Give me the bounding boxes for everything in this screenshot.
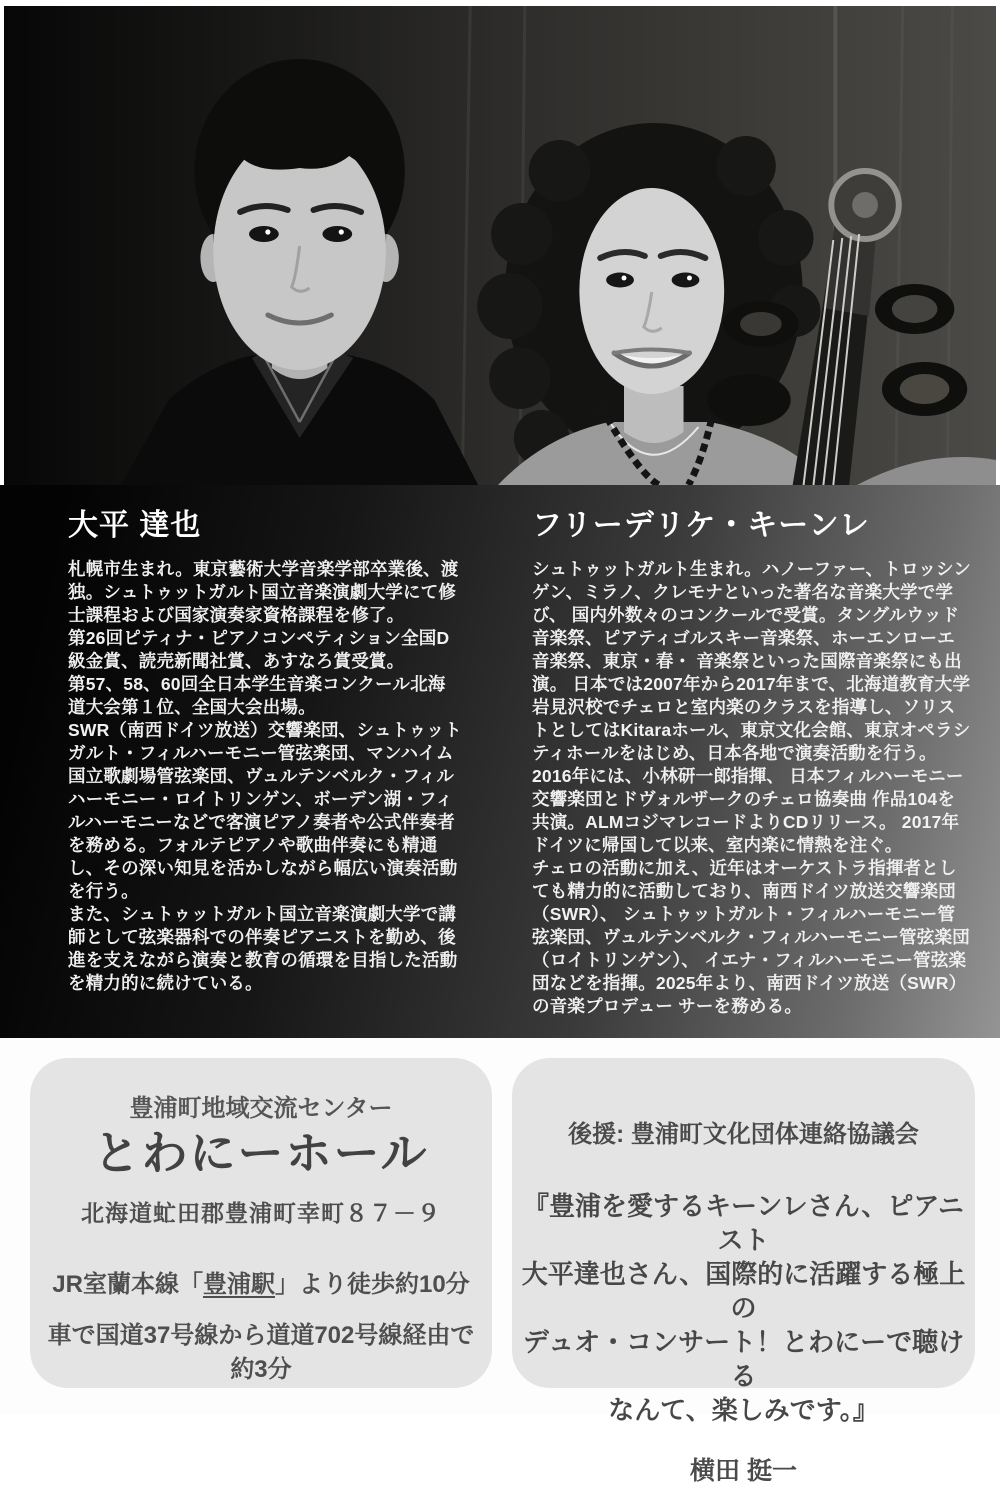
bio-pianist [68,509,462,1038]
quote-line: 大平達也さん、国際的に活躍する極上の [521,1259,966,1323]
car-access-line: 約3分 [230,1356,292,1383]
endorsement-quote [512,1189,975,1427]
pianist-bio-paragraph: 札幌市生まれ。東京藝術大学音楽学部卒業後、渡独。シュトゥットガルト国立音楽演劇大学にて修士課程および国家演奏家資格課程を修了。 [68,559,459,625]
pianist-bio-paragraph: また、シュトゥットガルト国立音楽演劇大学で講師として弦楽器科での伴奏ピアニストを勤め、後進を支えながら演奏と教育の循環を目指した活動を精力的に続けている。 [68,904,458,993]
car-access-line: 車で国道37号線から道道702号線経由で [47,1322,475,1349]
cellist-bio-paragraph: チェロの活動に加え、近年はオーケストラ指揮者としても精力的に活動しており、南西ドイツ放送交響楽団（SWR）、 シュトゥットガルト・フィルハーモニー管弦楽団、ヴュルテンベルク・フィルハーモニー管弦楽団（ロイトリンゲン）、 イエナ・フィルハーモニー管弦楽団などを指揮。2025年より、南西ドイツ放送（SWR）の音楽プロデュー サーを務める。 [532,858,970,1016]
pianist-bio-paragraph: 第26回ピティナ・ピアノコンペティション全国D級金賞、読売新聞社賞、あすなろ賞受賞。 [68,628,450,671]
pianist-name: 大平 達也 [68,509,202,542]
venue-center-name: 豊浦町地域交流センター [129,1095,393,1122]
sponsor-line: 後援: 豊浦町文化団体連絡協議会 [568,1121,919,1148]
duo-photo [4,6,996,485]
quote-line: なんて、楽しみです。』 [608,1395,879,1425]
venue-address: 北海道虻田郡豊浦町幸町８７－９ [81,1200,441,1226]
cellist-bio-paragraph: シュトゥットガルト生まれ。ハノーファー、トロッシンゲン、ミラノ、クレモナといった著名な音楽大学で学び、 国内外数々のコンクールで受賞。タングルウッド音楽祭、ピアティゴルスキー音楽祭、ホーエンローエ音楽祭、東京・春・ 音楽祭といった国際音楽祭にも出演。 日本では2007年から2017年まで、北海道教育大学岩見沢校でチェロと室内楽のクラスを指導し、ソリストとしてはKitaraホール、東京文化会館、東京オペラシティホールをはじめ、日本各地で演奏活動を行う。 [532,559,971,763]
venue-card [30,1058,492,1388]
quote-line: デュオ・コンサート！とわにーで聴ける [522,1327,965,1391]
venue-hall-name: とわにーホール [93,1127,429,1179]
bio-section [0,485,1000,1038]
cellist-bio-paragraph: 2016年には、小林研一郎指揮、 日本フィルハーモニー交響楽団とドヴォルザークのチェロ協奏曲 作品104を共演。ALMコジマレコードよりCDリリース。 2017年ドイツに帰国して以来、室内楽に情熱を注ぐ。 [532,766,964,855]
quote-line: 『豊浦を愛するキーンレさん、ピアニスト [522,1191,965,1255]
info-section [0,1038,1000,1485]
train-station-name: 豊浦駅 [202,1271,275,1298]
quote-author: 横田 挺一 [690,1457,797,1485]
duo-photo-art [4,6,996,485]
support-card [512,1058,975,1485]
bio-cellist [532,509,972,1038]
cellist-name: フリーデリケ・キーンレ [532,509,870,542]
pianist-bio-paragraph: SWR（南西ドイツ放送）交響楽団、シュトゥットガルト・フィルハーモニー管弦楽団、マンハイム国立歌劇場管弦楽団、ヴュルテンベルク・フィルハーモニー・ロイトリンゲン、ボーデン湖・フィルハーモニーなどで客演ピアノ奏者や公式伴奏者を務める。フォルテピアノや歌曲伴奏にも精通し、その深い知見を活かしながら幅広い演奏活動を行う。 [68,720,462,901]
train-line-prefix: JR室蘭本線「 [52,1271,203,1298]
train-line-suffix: 」より徒歩約10分 [274,1271,470,1298]
venue-access-car [30,1319,492,1387]
pianist-bio-paragraph: 第57、58、60回全日本学生音楽コンクール北海道大会第１位、全国大会出場。 [68,674,446,717]
venue-access-train [30,1264,492,1299]
